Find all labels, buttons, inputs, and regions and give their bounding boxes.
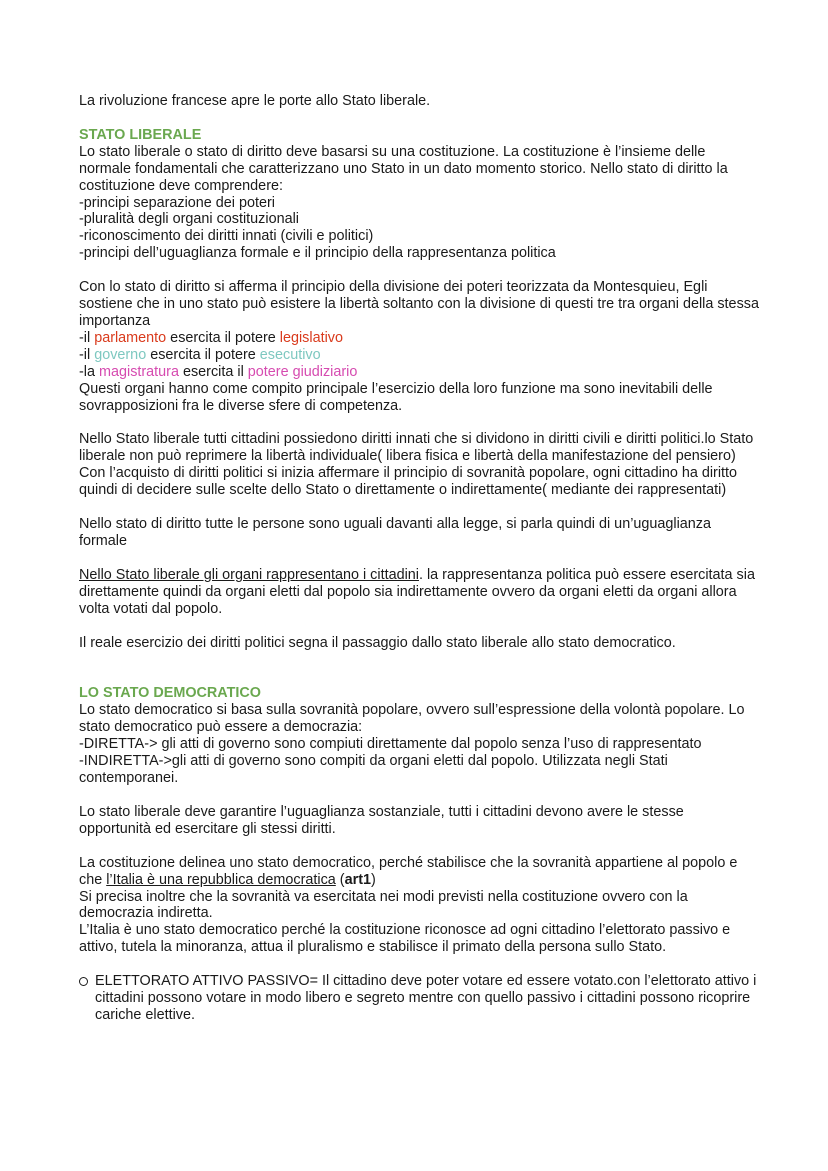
democrazia-indiretta: -INDIRETTA->gli atti di governo sono compiti da organi eletti dal popolo. Utilizzata negli Stati contemporanei. — [79, 753, 668, 786]
power-line-giudiziario: -la magistratura esercita il potere giudiziario — [79, 363, 358, 380]
democrazia-diretta: -DIRETTA-> gli atti di governo sono compiuti direttamente dal popolo senza l’uso di rappresentato — [79, 736, 702, 753]
list-item: -pluralità degli organi costituzionali — [79, 211, 299, 228]
list-item: -riconoscimento dei diritti innati (civili e politici) — [79, 228, 374, 245]
organ-parlamento: parlamento — [94, 329, 167, 346]
liberale-paragraph-6: Nello Stato liberale gli organi rappresentano i cittadini. la rappresentanza politica può essere esercitata sia direttamente quindi da organi eletti dal popolo sia indirettamente ovvero da organi eletti da organi allora volta votati dal popolo. — [79, 566, 755, 617]
power-legislativo: legislativo — [279, 329, 343, 346]
list-item-elettorato — [79, 973, 759, 1024]
democratico-paragraph-4: Si precisa inoltre che la sovranità va esercitata nei modi previsti nella costituzione ovvero con la democrazia indiretta. — [79, 888, 688, 922]
list-item: -principi separazione dei poteri — [79, 194, 275, 211]
list-item: -principi dell’uguaglianza formale e il principio della rappresentanza politica — [79, 245, 556, 262]
liberale-paragraph-4b: Con l’acquisto di diritti politici si inizia affermare il principio di sovranità popolare, ogni cittadino ha diritto quindi di decidere sulle scelte dello Stato o direttamente o indirettamente( mediante dei rappresentati) — [79, 465, 738, 499]
liberale-paragraph-5: Nello stato di diritto tutte le persone sono uguali davanti alla legge, si parla quindi di un’uguaglianza formale — [79, 516, 712, 549]
power-line-esecutivo: -il governo esercita il potere esecutivo — [79, 346, 321, 363]
power-line-legislativo: -il parlamento esercita il potere legislativo — [79, 329, 343, 346]
document-page — [79, 93, 759, 1024]
bullet-circle-icon — [79, 977, 88, 986]
power-giudiziario: potere giudiziario — [247, 363, 358, 380]
organ-governo: governo — [94, 346, 147, 363]
democratico-paragraph-5: L’Italia è uno stato democratico perché la costituzione riconosce ad ogni cittadino l’elettorato passivo e attivo, tutela la minoranza, attua il pluralismo e stabilisce il primato della persona sullo Stato. — [79, 922, 731, 956]
liberale-paragraph-1: Lo stato liberale o stato di diritto deve basarsi su una costituzione. La costituzione è l’insieme delle normale fondamentali che caratterizzano uno Stato in un dato momento storico. Nello stato di diritto la costituzione deve comprendere: — [79, 143, 728, 194]
power-esecutivo: esecutivo — [259, 346, 321, 363]
liberale-paragraph-2: Con lo stato di diritto si afferma il principio della divisione dei poteri teorizzata da Montesquieu, Egli sostiene che in uno stato può esistere la libertà soltanto con la divisione di questi tre tra organi della stessa importanza — [79, 279, 759, 329]
stato-democratico-heading: LO STATO DEMOCRATICO — [79, 685, 262, 702]
elettorato-text: ELETTORATO ATTIVO PASSIVO= Il cittadino deve poter votare ed essere votato.con l’elettorato attivo i cittadini possono votare in modo libero e segreto mentre con quello passivo i cittadini possono ricoprire cariche elettive. — [95, 973, 757, 1023]
intro-text: La rivoluzione francese apre le porte allo Stato liberale. — [79, 93, 431, 109]
liberale-paragraph-7: Il reale esercizio dei diritti politici segna il passaggio dallo stato liberale allo stato democratico. — [79, 634, 676, 651]
organ-magistratura: magistratura — [99, 363, 179, 380]
democratico-paragraph-3: La costituzione delinea uno stato democratico, perché stabilisce che la sovranità appartiene al popolo e che l’Italia è una repubblica democratica (art1) — [79, 854, 738, 888]
liberale-paragraph-3: Questi organi hanno come compito principale l’esercizio della loro funzione ma sono inevitabili delle sovrapposizioni fra le diverse sfere di competenza. — [79, 380, 713, 414]
democratico-paragraph-2: Lo stato liberale deve garantire l’uguaglianza sostanziale, tutti i cittadini devono avere le stesse opportunità ed esercitare gli stessi diritti. — [79, 803, 684, 837]
stato-liberale-heading: STATO LIBERALE — [79, 126, 202, 143]
liberale-paragraph-4a: Nello Stato liberale tutti cittadini possiedono diritti innati che si dividono in diritti civili e diritti politici.lo Stato liberale non può reprimere la libertà individuale( libera fisica e libertà della manifestazione del pensiero) — [79, 431, 754, 465]
democratico-paragraph-1: Lo stato democratico si basa sulla sovranità popolare, ovvero sull’espressione della volontà popolare. Lo stato democratico può essere a democrazia: — [79, 702, 745, 736]
